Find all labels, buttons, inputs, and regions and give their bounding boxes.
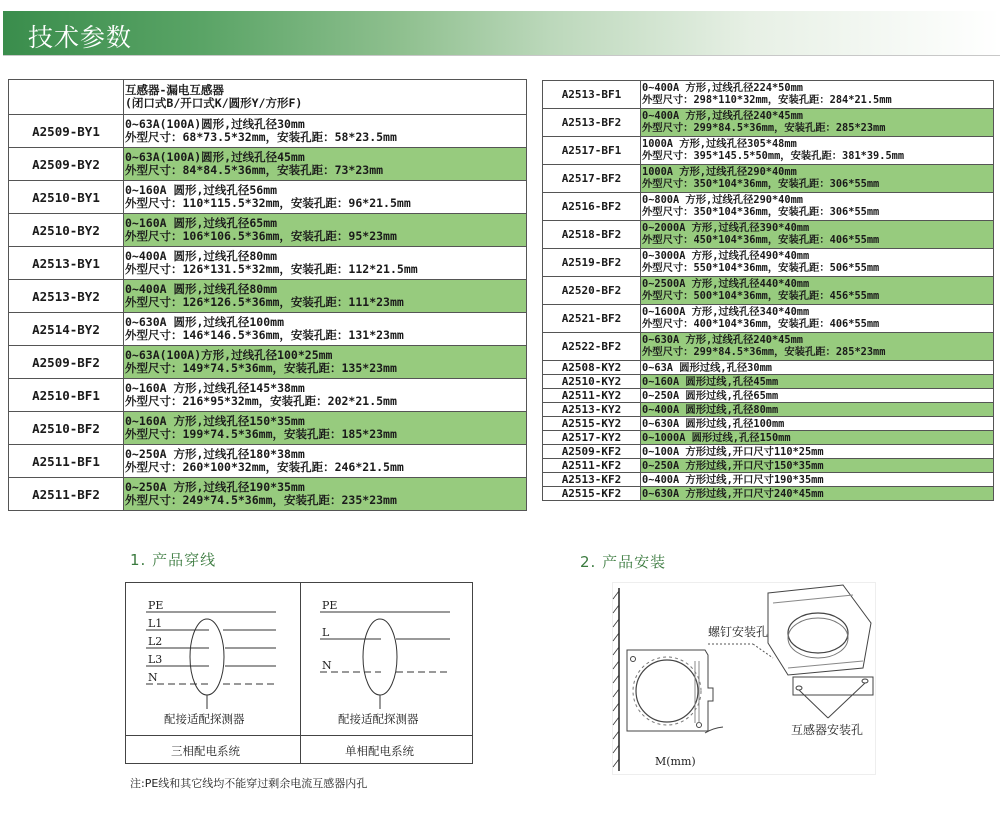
model-cell: A2521-BF2 bbox=[543, 305, 641, 333]
description-line1: 0~63A(100A)圆形,过线孔径30mm bbox=[125, 116, 305, 131]
page-title: 技术参数 bbox=[28, 23, 133, 52]
model-cell: A2511-BF2 bbox=[9, 478, 124, 511]
table-row bbox=[9, 313, 527, 346]
table-row bbox=[9, 478, 527, 511]
description-line1: 0~3000A 方形,过线孔径490*40mm bbox=[642, 249, 810, 262]
table-row bbox=[543, 137, 994, 165]
model-cell: A2509-KF2 bbox=[543, 445, 641, 459]
model-cell: A2513-KY2 bbox=[543, 403, 641, 417]
description-cell: 0~1000A 圆形过线,孔径150mm bbox=[641, 431, 994, 445]
description-line2: 外型尺寸：106*106.5*36mm，安装孔距：95*23mm bbox=[125, 229, 397, 243]
diagram-divider-horizontal bbox=[126, 735, 472, 736]
model-cell: A2510-BY1 bbox=[9, 181, 124, 214]
description-cell: 0~400A 方形过线,开口尺寸190*35mm bbox=[641, 473, 994, 487]
description-line2: 外型尺寸：350*104*36mm，安装孔距：306*55mm bbox=[642, 205, 880, 218]
description-cell: 0~250A 圆形过线,孔径65mm bbox=[641, 389, 994, 403]
description-line2: 外型尺寸：260*100*32mm，安装孔距：246*21.5mm bbox=[125, 460, 404, 474]
table-row bbox=[543, 375, 994, 389]
description-line1: 0~250A 方形,过线孔径180*38mm bbox=[125, 446, 305, 461]
description-cell bbox=[641, 333, 994, 361]
wire-label-pe-single: PE bbox=[322, 599, 338, 612]
table-row bbox=[9, 181, 527, 214]
model-cell: A2517-KY2 bbox=[543, 431, 641, 445]
description-cell bbox=[124, 445, 527, 478]
table-row bbox=[9, 115, 527, 148]
table-row bbox=[543, 431, 994, 445]
wiring-diagram bbox=[125, 582, 473, 764]
model-cell: A2511-BF1 bbox=[9, 445, 124, 478]
description-line1: 0~400A 圆形,过线孔径80mm bbox=[125, 248, 278, 263]
wire-label-n-single: N bbox=[322, 659, 332, 672]
description-cell: 0~400A 圆形过线,孔径80mm bbox=[641, 403, 994, 417]
model-cell: A2510-BY2 bbox=[9, 214, 124, 247]
table-row bbox=[543, 473, 994, 487]
description-cell bbox=[641, 221, 994, 249]
section-title-install: 2. 产品安装 bbox=[580, 553, 667, 571]
description-cell bbox=[124, 478, 527, 511]
model-cell: A2509-BF2 bbox=[9, 346, 124, 379]
model-cell: A2510-BF1 bbox=[9, 379, 124, 412]
wiring-note: 注:PE线和其它线均不能穿过剩余电流互感器内孔 bbox=[130, 777, 368, 790]
description-line1: 0~1600A 方形,过线孔径340*40mm bbox=[642, 305, 810, 318]
wire-label-l1: L1 bbox=[148, 617, 163, 630]
description-cell bbox=[641, 277, 994, 305]
table-row bbox=[9, 148, 527, 181]
table-row bbox=[543, 221, 994, 249]
description-line2: 外型尺寸：126*131.5*32mm，安装孔距：112*21.5mm bbox=[125, 262, 418, 276]
model-cell: A2518-BF2 bbox=[543, 221, 641, 249]
install-diagram bbox=[612, 582, 876, 775]
description-line2: 外型尺寸：110*115.5*32mm，安装孔距：96*21.5mm bbox=[125, 196, 411, 210]
model-cell: A2516-BF2 bbox=[543, 193, 641, 221]
description-cell bbox=[641, 193, 994, 221]
description-cell bbox=[124, 115, 527, 148]
table-row bbox=[543, 333, 994, 361]
description-cell bbox=[641, 249, 994, 277]
table-row bbox=[543, 305, 994, 333]
table-row bbox=[543, 81, 994, 109]
table-row bbox=[543, 417, 994, 431]
description-line1: 0~400A 圆形,过线孔径80mm bbox=[125, 281, 278, 296]
model-cell: A2509-BY1 bbox=[9, 115, 124, 148]
description-line2: 外型尺寸：350*104*36mm，安装孔距：306*55mm bbox=[642, 177, 880, 190]
three-phase-system-label: 三相配电系统 bbox=[171, 744, 240, 758]
description-line2: 外型尺寸：298*110*32mm，安装孔距：284*21.5mm bbox=[642, 93, 892, 106]
description-cell bbox=[124, 379, 527, 412]
table-row bbox=[9, 280, 527, 313]
description-line1: 1000A 方形,过线孔径305*48mm bbox=[642, 137, 797, 150]
header-cell bbox=[124, 80, 527, 115]
description-cell bbox=[124, 214, 527, 247]
model-cell: A2513-BF2 bbox=[543, 109, 641, 137]
left-spec-table bbox=[8, 79, 527, 511]
description-line1: 0~2500A 方形,过线孔径440*40mm bbox=[642, 277, 810, 290]
description-cell bbox=[641, 137, 994, 165]
description-cell bbox=[641, 81, 994, 109]
table-row bbox=[543, 249, 994, 277]
description-line2: 外型尺寸：126*126.5*36mm，安装孔距：111*23mm bbox=[125, 295, 404, 309]
three-phase-caption: 配接适配探测器 bbox=[164, 712, 245, 726]
table-row bbox=[543, 277, 994, 305]
description-cell bbox=[124, 181, 527, 214]
description-cell: 0~630A 圆形过线,孔径100mm bbox=[641, 417, 994, 431]
description-line1: 0~630A 圆形,过线孔径100mm bbox=[125, 314, 285, 329]
description-cell: 0~100A 方形过线,开口尺寸110*25mm bbox=[641, 445, 994, 459]
description-line1: 1000A 方形,过线孔径290*40mm bbox=[642, 165, 797, 178]
single-phase-caption: 配接适配探测器 bbox=[338, 712, 419, 726]
right-spec-table bbox=[542, 80, 994, 501]
table-row bbox=[543, 445, 994, 459]
installation-drawing-icon bbox=[613, 583, 877, 776]
description-line2: 外型尺寸：400*104*36mm，安装孔距：406*55mm bbox=[642, 317, 880, 330]
table-row bbox=[543, 487, 994, 501]
description-cell bbox=[124, 313, 527, 346]
description-line2: 外型尺寸：395*145.5*50mm，安装孔距：381*39.5mm bbox=[642, 149, 905, 162]
table-row bbox=[9, 214, 527, 247]
table-row bbox=[9, 247, 527, 280]
description-cell bbox=[124, 247, 527, 280]
header-banner bbox=[3, 11, 1000, 56]
model-cell: A2510-BF2 bbox=[9, 412, 124, 445]
description-cell: 0~160A 圆形过线,孔径45mm bbox=[641, 375, 994, 389]
table-row bbox=[543, 361, 994, 375]
description-cell: 0~630A 方形过线,开口尺寸240*45mm bbox=[641, 487, 994, 501]
table-row bbox=[9, 379, 527, 412]
description-line1: 0~400A 方形,过线孔径224*50mm bbox=[642, 81, 803, 94]
header-blank-cell bbox=[9, 80, 124, 115]
section-title-wiring: 1. 产品穿线 bbox=[130, 551, 217, 569]
description-line1: 0~2000A 方形,过线孔径390*40mm bbox=[642, 221, 810, 234]
model-cell: A2513-BY2 bbox=[9, 280, 124, 313]
description-line2: 外型尺寸：299*84.5*36mm，安装孔距：285*23mm bbox=[642, 345, 886, 358]
model-cell: A2515-KY2 bbox=[543, 417, 641, 431]
description-cell bbox=[641, 165, 994, 193]
model-cell: A2517-BF1 bbox=[543, 137, 641, 165]
description-line2: 外型尺寸：299*84.5*36mm，安装孔距：285*23mm bbox=[642, 121, 886, 134]
description-cell bbox=[641, 109, 994, 137]
description-cell bbox=[641, 305, 994, 333]
table-row bbox=[543, 109, 994, 137]
description-line1: 0~160A 方形,过线孔径145*38mm bbox=[125, 380, 305, 395]
wire-label-l3: L3 bbox=[148, 653, 163, 666]
description-line2: 外型尺寸：84*84.5*36mm，安装孔距：73*23mm bbox=[125, 163, 384, 177]
description-cell bbox=[124, 412, 527, 445]
model-cell: A2509-BY2 bbox=[9, 148, 124, 181]
table-row bbox=[9, 445, 527, 478]
table-row bbox=[543, 193, 994, 221]
table-row bbox=[9, 346, 527, 379]
description-line2: 外型尺寸：500*104*36mm，安装孔距：456*55mm bbox=[642, 289, 880, 302]
model-cell: A2515-KF2 bbox=[543, 487, 641, 501]
wire-label-l2: L2 bbox=[148, 635, 163, 648]
description-line1: 0~63A(100A)圆形,过线孔径45mm bbox=[125, 149, 305, 164]
description-line1: 0~160A 圆形,过线孔径65mm bbox=[125, 215, 278, 230]
description-line2: 外型尺寸：450*104*36mm，安装孔距：406*55mm bbox=[642, 233, 880, 246]
description-line2: 外型尺寸：550*104*36mm，安装孔距：506*55mm bbox=[642, 261, 880, 274]
description-cell: 0~250A 方形过线,开口尺寸150*35mm bbox=[641, 459, 994, 473]
model-cell: A2522-BF2 bbox=[543, 333, 641, 361]
description-line1: 0~400A 方形,过线孔径240*45mm bbox=[642, 109, 803, 122]
header-line1: 互感器-漏电互感器 bbox=[125, 82, 224, 97]
description-line1: 0~160A 圆形,过线孔径56mm bbox=[125, 182, 278, 197]
model-cell: A2511-KF2 bbox=[543, 459, 641, 473]
model-cell: A2514-BY2 bbox=[9, 313, 124, 346]
table-header-row bbox=[9, 80, 527, 115]
single-phase-system-label: 单相配电系统 bbox=[345, 744, 414, 758]
table-row bbox=[543, 403, 994, 417]
model-cell: A2513-BF1 bbox=[543, 81, 641, 109]
model-cell: A2510-KY2 bbox=[543, 375, 641, 389]
description-cell: 0~63A 圆形过线,孔径30mm bbox=[641, 361, 994, 375]
unit-label: M(mm) bbox=[655, 755, 696, 768]
description-line2: 外型尺寸：199*74.5*36mm，安装孔距：185*23mm bbox=[125, 427, 397, 441]
description-line2: 外型尺寸：146*146.5*36mm，安装孔距：131*23mm bbox=[125, 328, 404, 342]
model-cell: A2511-KY2 bbox=[543, 389, 641, 403]
header-line2: (闭口式B/开口式K/圆形Y/方形F) bbox=[125, 96, 303, 110]
wire-label-n: N bbox=[148, 671, 158, 684]
description-line1: 0~800A 方形,过线孔径290*40mm bbox=[642, 193, 803, 206]
description-cell bbox=[124, 280, 527, 313]
table-row bbox=[9, 412, 527, 445]
description-cell bbox=[124, 346, 527, 379]
model-cell: A2513-BY1 bbox=[9, 247, 124, 280]
table-row bbox=[543, 459, 994, 473]
description-line1: 0~250A 方形,过线孔径190*35mm bbox=[125, 479, 305, 494]
description-line1: 0~160A 方形,过线孔径150*35mm bbox=[125, 413, 305, 428]
model-cell: A2519-BF2 bbox=[543, 249, 641, 277]
mount-hole-label: 互感器安装孔 bbox=[791, 723, 864, 737]
model-cell: A2508-KY2 bbox=[543, 361, 641, 375]
description-line1: 0~630A 方形,过线孔径240*45mm bbox=[642, 333, 803, 346]
description-line2: 外型尺寸：68*73.5*32mm，安装孔距：58*23.5mm bbox=[125, 130, 397, 144]
model-cell: A2513-KF2 bbox=[543, 473, 641, 487]
screw-hole-label: 螺钉安装孔 bbox=[708, 625, 769, 639]
table-row bbox=[543, 165, 994, 193]
model-cell: A2517-BF2 bbox=[543, 165, 641, 193]
model-cell: A2520-BF2 bbox=[543, 277, 641, 305]
description-line2: 外型尺寸：249*74.5*36mm，安装孔距：235*23mm bbox=[125, 493, 397, 507]
description-line1: 0~63A(100A)方形,过线孔径100*25mm bbox=[125, 347, 333, 362]
wire-label-l-single: L bbox=[322, 626, 330, 639]
description-cell bbox=[124, 148, 527, 181]
wire-label-pe: PE bbox=[148, 599, 164, 612]
table-row bbox=[543, 389, 994, 403]
description-line2: 外型尺寸：216*95*32mm，安装孔距：202*21.5mm bbox=[125, 394, 397, 408]
description-line2: 外型尺寸：149*74.5*36mm，安装孔距：135*23mm bbox=[125, 361, 397, 375]
